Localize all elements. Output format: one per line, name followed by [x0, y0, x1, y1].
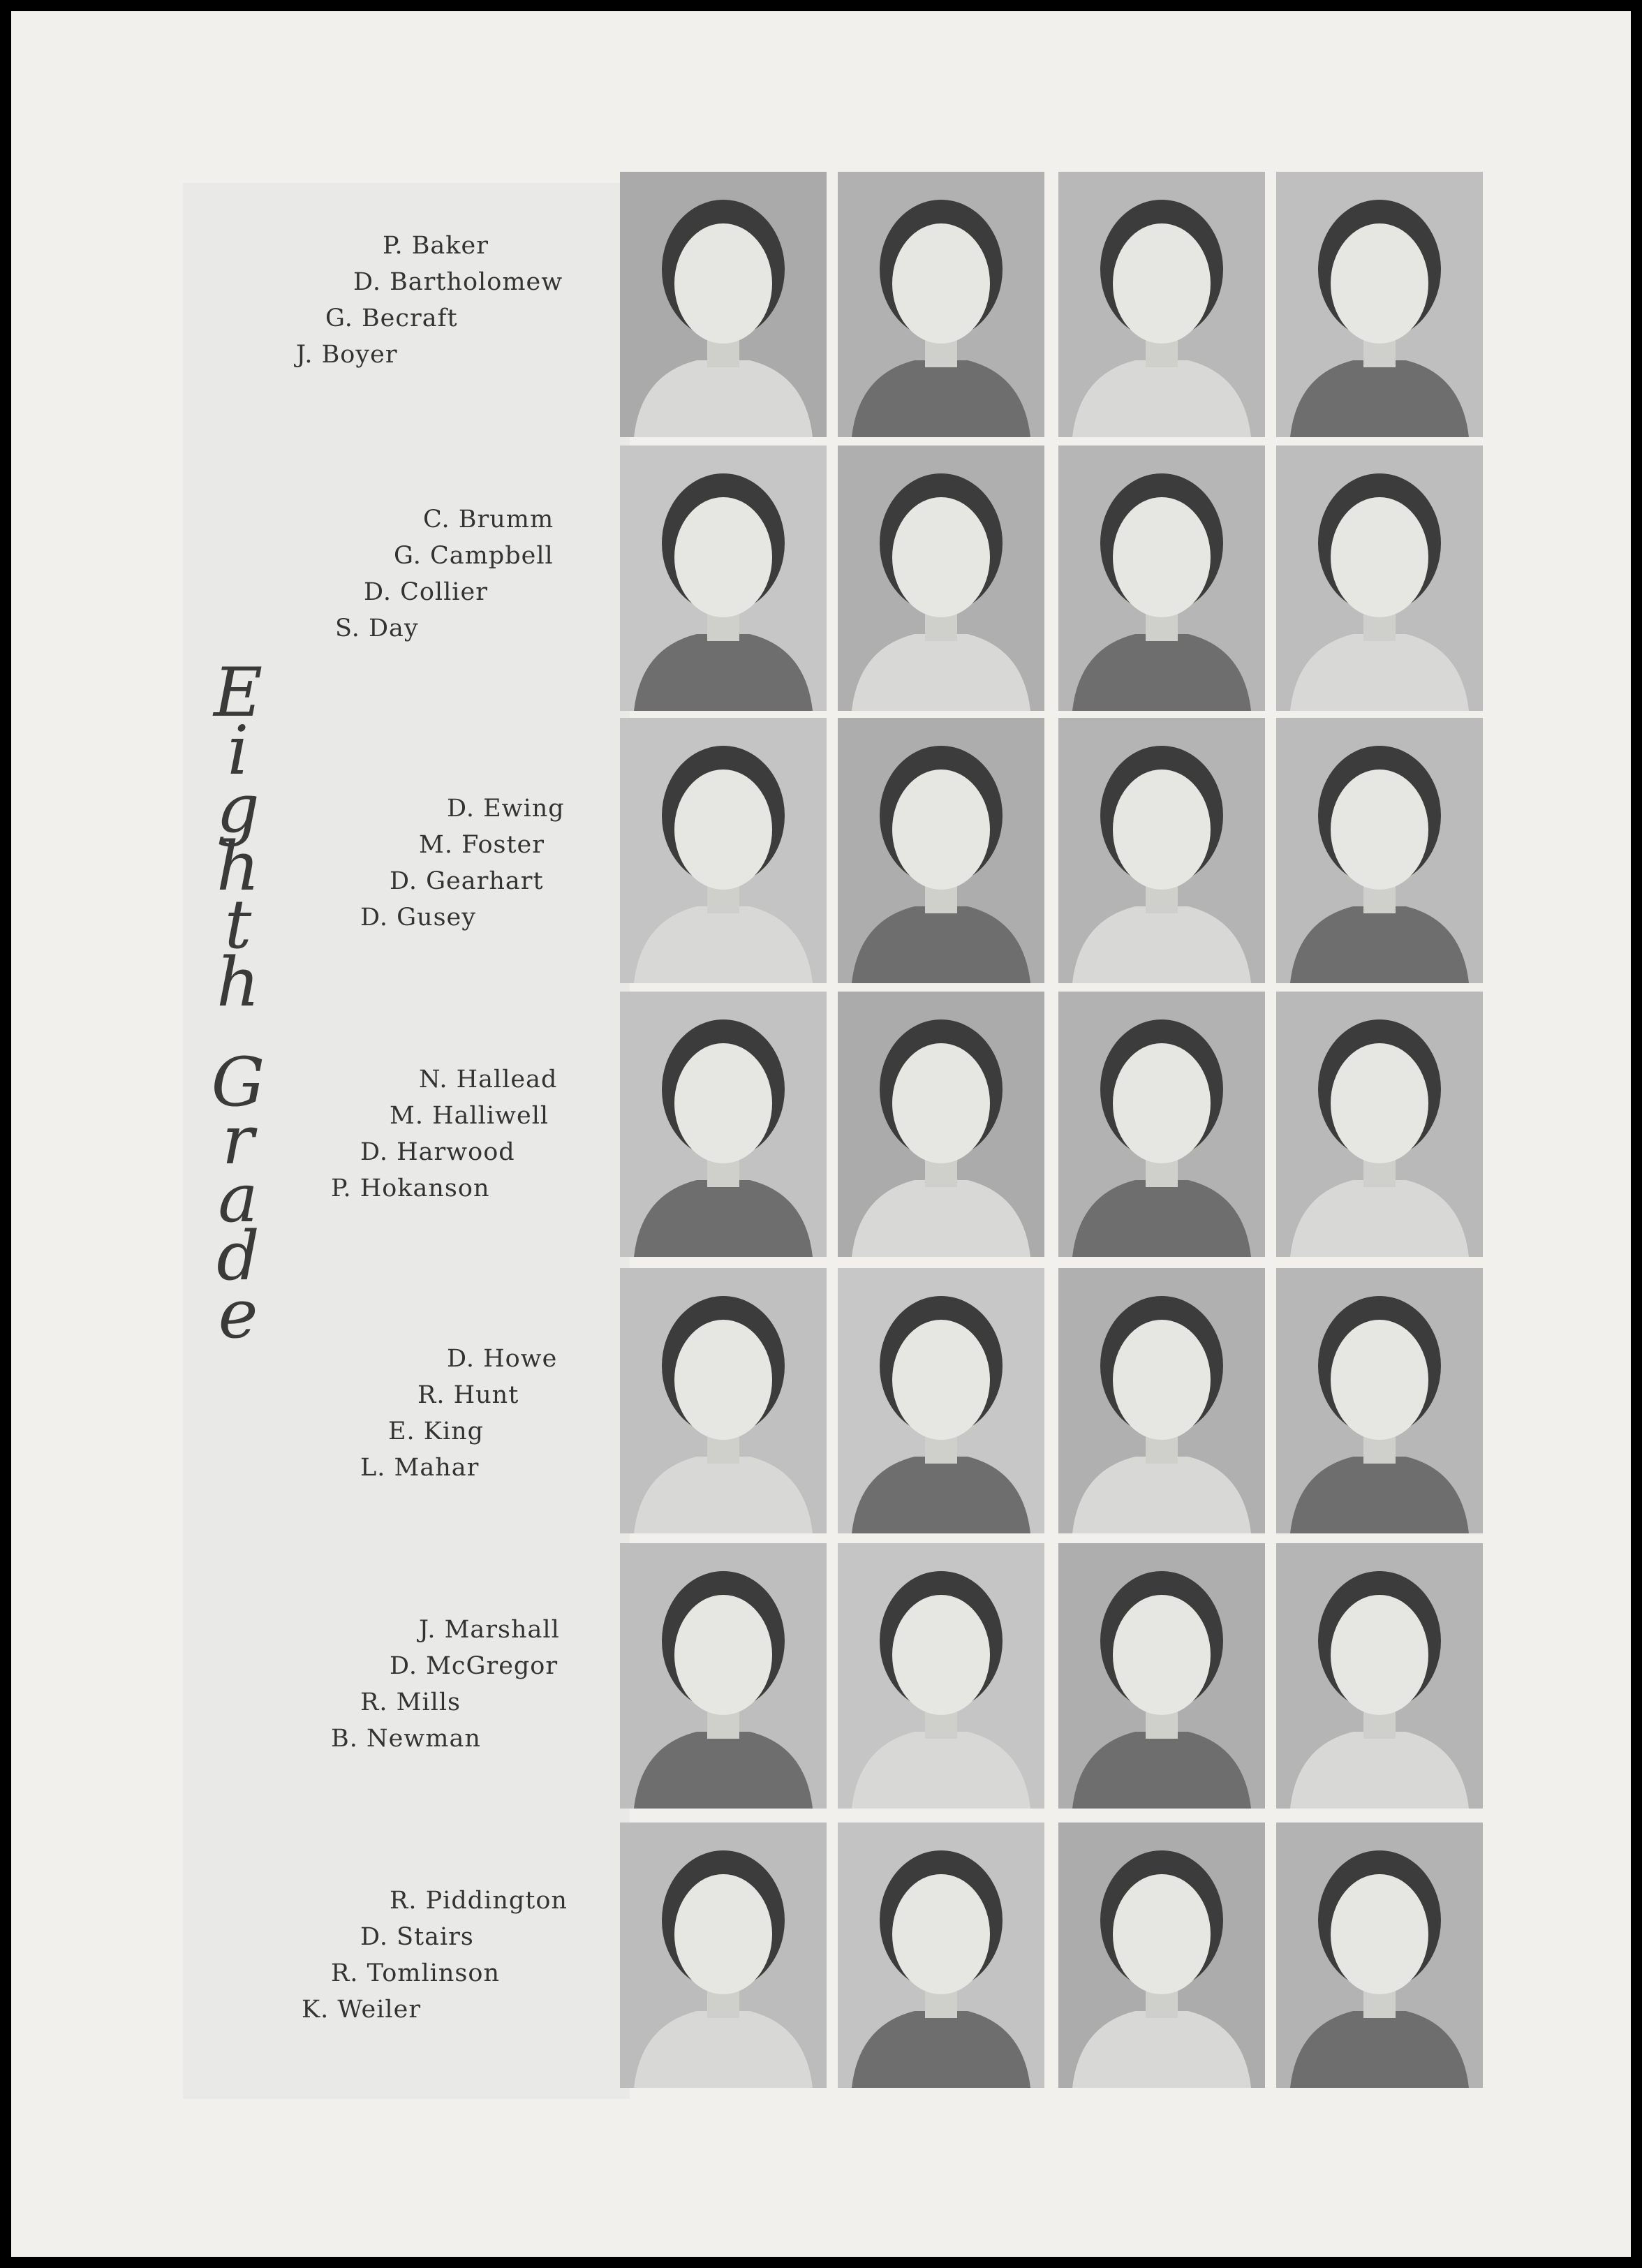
page-title-vertical — [200, 654, 276, 1353]
title-letter: a — [218, 1159, 258, 1237]
title-letter: d — [216, 1217, 260, 1295]
student-photo — [1276, 446, 1483, 711]
student-photo — [620, 718, 827, 983]
student-photo — [620, 1822, 827, 2088]
student-name: D. Ewing — [447, 795, 565, 823]
student-name: N. Hallead — [419, 1066, 558, 1094]
title-letter: t — [224, 885, 252, 964]
student-photo — [1276, 718, 1483, 983]
title-letter: G — [211, 1043, 265, 1121]
student-name: D. Collier — [364, 578, 488, 606]
student-photo — [620, 1543, 827, 1809]
title-letter: h — [216, 943, 260, 1022]
student-photo — [1058, 718, 1265, 983]
student-photo — [1058, 1268, 1265, 1533]
student-name: G. Campbell — [394, 542, 554, 570]
student-photo — [838, 446, 1044, 711]
student-name: P. Baker — [383, 232, 489, 260]
student-name: L. Mahar — [360, 1454, 480, 1482]
student-photo — [1276, 172, 1483, 437]
student-name: R. Hunt — [417, 1381, 519, 1409]
title-letter: E — [213, 654, 263, 732]
student-name: R. Piddington — [390, 1887, 568, 1915]
student-photo — [838, 1822, 1044, 2088]
student-name: S. Day — [335, 614, 419, 642]
student-name: R. Mills — [360, 1688, 461, 1716]
student-name: D. Howe — [447, 1345, 558, 1373]
student-name: K. Weiler — [302, 1996, 422, 2024]
student-photo — [1276, 1543, 1483, 1809]
student-name: P. Hokanson — [331, 1174, 490, 1202]
title-letter: e — [218, 1275, 258, 1353]
student-photo — [1058, 1543, 1265, 1809]
student-name: R. Tomlinson — [331, 1959, 500, 1987]
title-letter: r — [222, 1101, 254, 1179]
student-name: D. Stairs — [360, 1923, 474, 1951]
student-name: G. Becraft — [325, 304, 458, 332]
student-name: M. Halliwell — [390, 1102, 549, 1130]
student-photo — [620, 1268, 827, 1533]
student-name: E. King — [388, 1418, 485, 1445]
student-photo — [1276, 1268, 1483, 1533]
student-name: D. Bartholomew — [353, 268, 563, 296]
student-name: B. Newman — [331, 1725, 481, 1753]
student-photo — [1058, 992, 1265, 1257]
student-name: C. Brumm — [423, 506, 554, 533]
student-photo — [620, 446, 827, 711]
student-photo — [838, 172, 1044, 437]
student-name: J. Boyer — [296, 341, 398, 369]
student-photo — [838, 1268, 1044, 1533]
student-photo — [838, 992, 1044, 1257]
student-photo — [620, 172, 827, 437]
student-photo — [1058, 1822, 1265, 2088]
student-name: D. Harwood — [360, 1138, 515, 1166]
student-name: M. Foster — [419, 831, 545, 859]
title-letter: i — [227, 712, 249, 790]
student-photo — [620, 992, 827, 1257]
student-photo — [838, 1543, 1044, 1809]
student-photo — [1276, 992, 1483, 1257]
title-letter: h — [216, 827, 260, 906]
student-name: D. Gusey — [360, 904, 477, 932]
title-letter: g — [216, 770, 260, 848]
student-photo — [1058, 172, 1265, 437]
student-photo — [1058, 446, 1265, 711]
student-name: D. Gearhart — [390, 867, 544, 895]
student-photo — [1276, 1822, 1483, 2088]
student-name: D. McGregor — [390, 1652, 559, 1680]
yearbook-page — [11, 11, 1631, 2257]
student-photo — [838, 718, 1044, 983]
student-name: J. Marshall — [419, 1616, 560, 1644]
